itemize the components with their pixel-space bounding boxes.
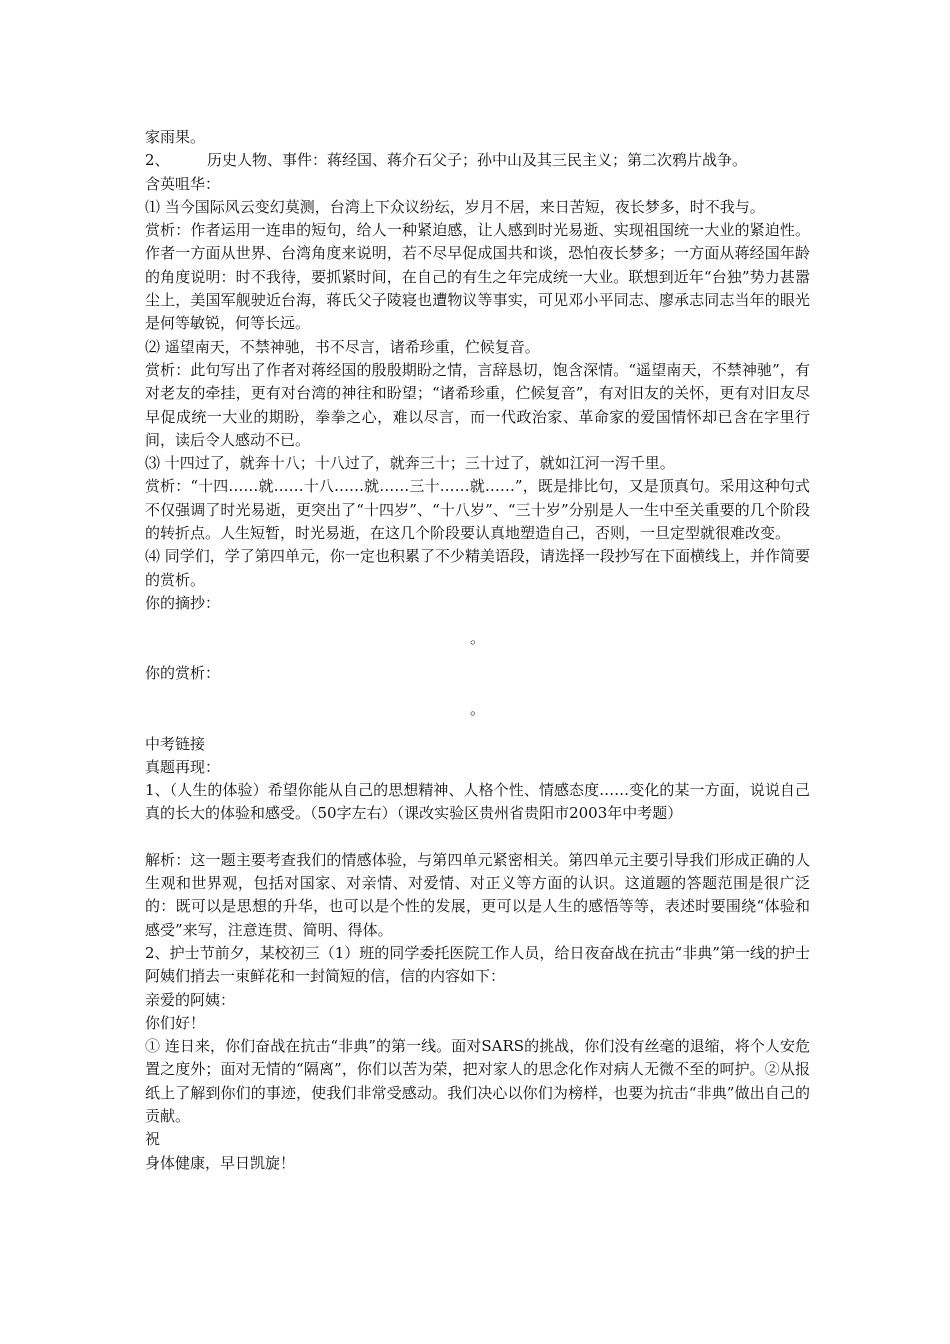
section-heading [145, 149, 810, 172]
exam-link-heading: 中考链接 [145, 734, 206, 753]
section-number: 2、 [145, 151, 170, 170]
excerpt-label: 你的摘抄： [145, 593, 221, 612]
letter-wish: 身体健康，早日凯旋！ [145, 1153, 296, 1172]
exercise-prompt: ⑷ 同学们，学了第四单元，你一定也积累了不少精美语段，请选择一段抄写在下面横线上，并作简要的赏析。 [145, 547, 810, 589]
analysis-blank-end: 。 [469, 699, 485, 718]
analysis-2: 赏析：此句写出了作者对蒋经国的殷殷期盼之情，言辞恳切，饱含深情。“遥望南天，不禁神驰”，有对老友的牵挂，更有对台湾的神往和盼望；“诸希珍重，伫候复音”，有对旧友的关怀，更有对旧友尽早促成统一大业的期盼，拳拳之心，难以尽言，而一代政治家、革命家的爱国情怀却已含在字里行间，读后令人感动不已。 [145, 360, 810, 449]
text-line: 家雨果。 [145, 128, 206, 146]
real-question-heading: 真题再现： [145, 757, 221, 776]
excerpt-blank-end: 。 [469, 629, 485, 648]
quote-1: ⑴ 当今国际风云变幻莫测，台湾上下众议纷纭，岁月不居，来日苦短，夜长梦多，时不我与。 [145, 197, 765, 216]
question-2: 2、护士节前夕，某校初三（1）班的同学委托医院工作人员，给日夜奋战在抗击“非典”第一线的护士阿姨们捎去一束鲜花和一封简短的信，信的内容如下： [145, 943, 810, 986]
quote-3: ⑶ 十四过了，就奔十八；十八过了，就奔三十；三十过了，就如江河一泻千里。 [145, 454, 675, 473]
letter-greeting: 你们好！ [145, 1013, 206, 1032]
letter-salutation: 亲爱的阿姨： [145, 990, 236, 1009]
analysis-1: 赏析：作者运用一连串的短句，给人一种紧迫感，让人感到时光易逝、实现祖国统一大业的紧迫性。作者一方面从世界、台湾角度来说明，若不尽早促成国共和谈，恐怕夜长梦多；一方面从蒋经国年龄的角度说明：时不我待，要抓紧时间，在自己的有生之年完成统一大业。联想到近年“台独”势力甚嚣尘上，美国军舰驶近台海，蒋氏父子陵寝也遭物议等事实，可见邓小平同志、廖承志同志当年的眼光是何等敏锐，何等长远。 [145, 221, 810, 333]
letter-body: ① 连日来，你们奋战在抗击“非典”的第一线。面对SARS的挑战，你们没有丝毫的退缩，将个人安危置之度外；面对无情的“隔离”，你们以苦为荣，把对家人的思念化作对病人无微不至的呵护。②从报纸上了解到你们的事迹，使我们非常受感动。我们决心以你们为榜样，也要为抗击“非典”做出自己的贡献。 [145, 1037, 810, 1125]
question-1-analysis: 解析：这一题主要考查我们的情感体验，与第四单元紧密相关。第四单元主要引导我们形成正确的人生观和世界观，包括对国家、对亲情、对爱情、对正义等方面的认识。这道题的答题范围是很广泛的：既可以是思想的升华，也可以是个性的发展，更可以是人生的感悟等等，表述时要围绕“体验和感受”来写，注意连贯、简明、得体。 [145, 850, 810, 939]
analysis-3: 赏析：“十四……就……十八……就……三十……就……”，既是排比句，又是顶真句。采用这种句式不仅强调了时光易逝，更突出了“十四岁”、“十八岁”、“三十岁”分别是人一生中至关重要的几个阶段的转折点。人生短暂，时光易逝，在这几个阶段要认真地塑造自己，否则，一旦定型就很难改变。 [145, 477, 810, 543]
subheading: 含英咀华： [145, 174, 221, 193]
spacer [145, 826, 810, 849]
document-page [145, 126, 810, 1175]
section-text: 历史人物、事件：蒋经国、蒋介石父子；孙中山及其三民主义；第二次鸦片战争。 [207, 151, 748, 170]
letter-closing: 祝 [145, 1130, 161, 1149]
analysis-label: 你的赏析： [145, 664, 221, 683]
question-1: 1、（人生的体验）希望你能从自己的思想精神、人格个性、情感态度……变化的某一方面，说说自己真的长大的体验和感受。（50字左右）（课改实验区贵州省贵阳市2003年中考题） [145, 781, 810, 823]
quote-2: ⑵ 遥望南天，不禁神驰，书不尽言，诸希珍重，伫候复音。 [145, 337, 540, 356]
